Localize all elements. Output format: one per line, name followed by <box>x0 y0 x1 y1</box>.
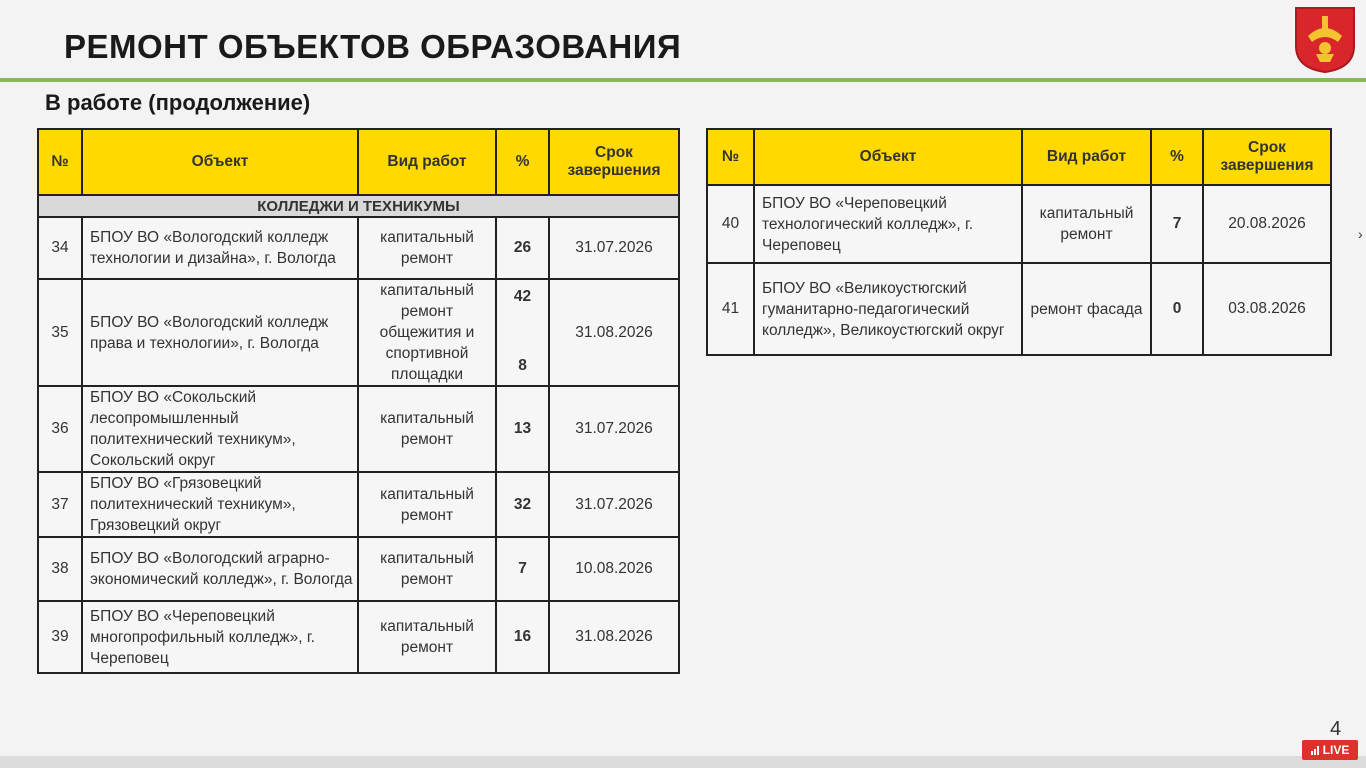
col-header-work: Вид работ <box>358 129 496 195</box>
row-percent: 13 <box>496 386 549 472</box>
table-header-row <box>707 129 1331 185</box>
row-work: капитальный ремонт <box>358 537 496 601</box>
col-header-num: № <box>707 129 754 185</box>
row-num: 38 <box>38 537 82 601</box>
row-object: БПОУ ВО «Череповецкий многопрофильный колледж», г. Череповец <box>82 601 358 673</box>
live-label: LIVE <box>1322 743 1350 757</box>
page-number: 4 <box>1330 718 1342 740</box>
row-deadline: 31.07.2026 <box>549 386 679 472</box>
row-num: 35 <box>38 279 82 386</box>
row-percent: 7 <box>496 537 549 601</box>
table-row <box>707 263 1331 355</box>
row-num: 40 <box>707 185 754 263</box>
row-percent: 26 <box>496 217 549 279</box>
row-num: 41 <box>707 263 754 355</box>
table-row <box>707 185 1331 263</box>
table-row <box>38 472 679 537</box>
row-work: капитальный ремонт <box>358 472 496 537</box>
right-table <box>706 128 1332 356</box>
row-object: БПОУ ВО «Череповецкий технологический колледж», г. Череповец <box>754 185 1022 263</box>
row-deadline: 31.07.2026 <box>549 217 679 279</box>
col-header-deadline: Срок завершения <box>1203 129 1331 185</box>
row-percent: 0 <box>1151 263 1203 355</box>
col-header-object: Объект <box>754 129 1022 185</box>
row-deadline: 31.07.2026 <box>549 472 679 537</box>
row-object: БПОУ ВО «Вологодский колледж права и технологии», г. Вологда <box>82 279 358 386</box>
row-object: БПОУ ВО «Вологодский аграрно-экономический колледж», г. Вологда <box>82 537 358 601</box>
col-header-object: Объект <box>82 129 358 195</box>
table-row <box>38 279 679 386</box>
row-percent: 16 <box>496 601 549 673</box>
col-header-percent: % <box>496 129 549 195</box>
row-object: БПОУ ВО «Великоустюгский гуманитарно-педагогический колледж», Великоустюгский округ <box>754 263 1022 355</box>
row-work: капитальный ремонт общежития и спортивной площадки <box>358 279 496 386</box>
live-badge[interactable] <box>1302 740 1358 760</box>
row-object: БПОУ ВО «Грязовецкий политехнический техникум», Грязовецкий округ <box>82 472 358 537</box>
row-deadline: 03.08.2026 <box>1203 263 1331 355</box>
row-deadline: 31.08.2026 <box>549 601 679 673</box>
table-row <box>38 537 679 601</box>
slide-subtitle: В работе (продолжение) <box>45 90 311 115</box>
col-header-num: № <box>38 129 82 195</box>
col-header-deadline: Срок завершения <box>549 129 679 195</box>
row-percent: 32 <box>496 472 549 537</box>
row-deadline: 31.08.2026 <box>549 279 679 386</box>
chevron-right-icon[interactable]: › <box>1358 226 1363 242</box>
row-work: капитальный ремонт <box>1022 185 1151 263</box>
row-num: 34 <box>38 217 82 279</box>
row-work: капитальный ремонт <box>358 386 496 472</box>
title-divider <box>0 78 1366 82</box>
row-percent-top: 42 <box>513 288 532 305</box>
row-work: ремонт фасада <box>1022 263 1151 355</box>
table-header-row <box>38 129 679 195</box>
table-row <box>38 217 679 279</box>
slide-title: РЕМОНТ ОБЪЕКТОВ ОБРАЗОВАНИЯ <box>64 28 682 65</box>
row-deadline: 20.08.2026 <box>1203 185 1331 263</box>
col-header-work: Вид работ <box>1022 129 1151 185</box>
table-row <box>38 601 679 673</box>
col-header-percent: % <box>1151 129 1203 185</box>
row-deadline: 10.08.2026 <box>549 537 679 601</box>
section-title: КОЛЛЕДЖИ И ТЕХНИКУМЫ <box>38 195 679 217</box>
row-num: 39 <box>38 601 82 673</box>
row-percent-bottom: 8 <box>518 357 527 374</box>
section-row <box>38 195 679 217</box>
coat-of-arms-icon <box>1294 6 1356 74</box>
row-num: 36 <box>38 386 82 472</box>
row-percent-split <box>496 279 549 386</box>
row-num: 37 <box>38 472 82 537</box>
signal-bars-icon <box>1311 746 1320 755</box>
row-object: БПОУ ВО «Сокольский лесопромышленный политехнический техникум», Сокольский округ <box>82 386 358 472</box>
row-percent: 7 <box>1151 185 1203 263</box>
row-work: капитальный ремонт <box>358 217 496 279</box>
bottom-bar <box>0 756 1366 768</box>
row-work: капитальный ремонт <box>358 601 496 673</box>
table-row <box>38 386 679 472</box>
row-object: БПОУ ВО «Вологодский колледж технологии и дизайна», г. Вологда <box>82 217 358 279</box>
left-table <box>37 128 680 674</box>
